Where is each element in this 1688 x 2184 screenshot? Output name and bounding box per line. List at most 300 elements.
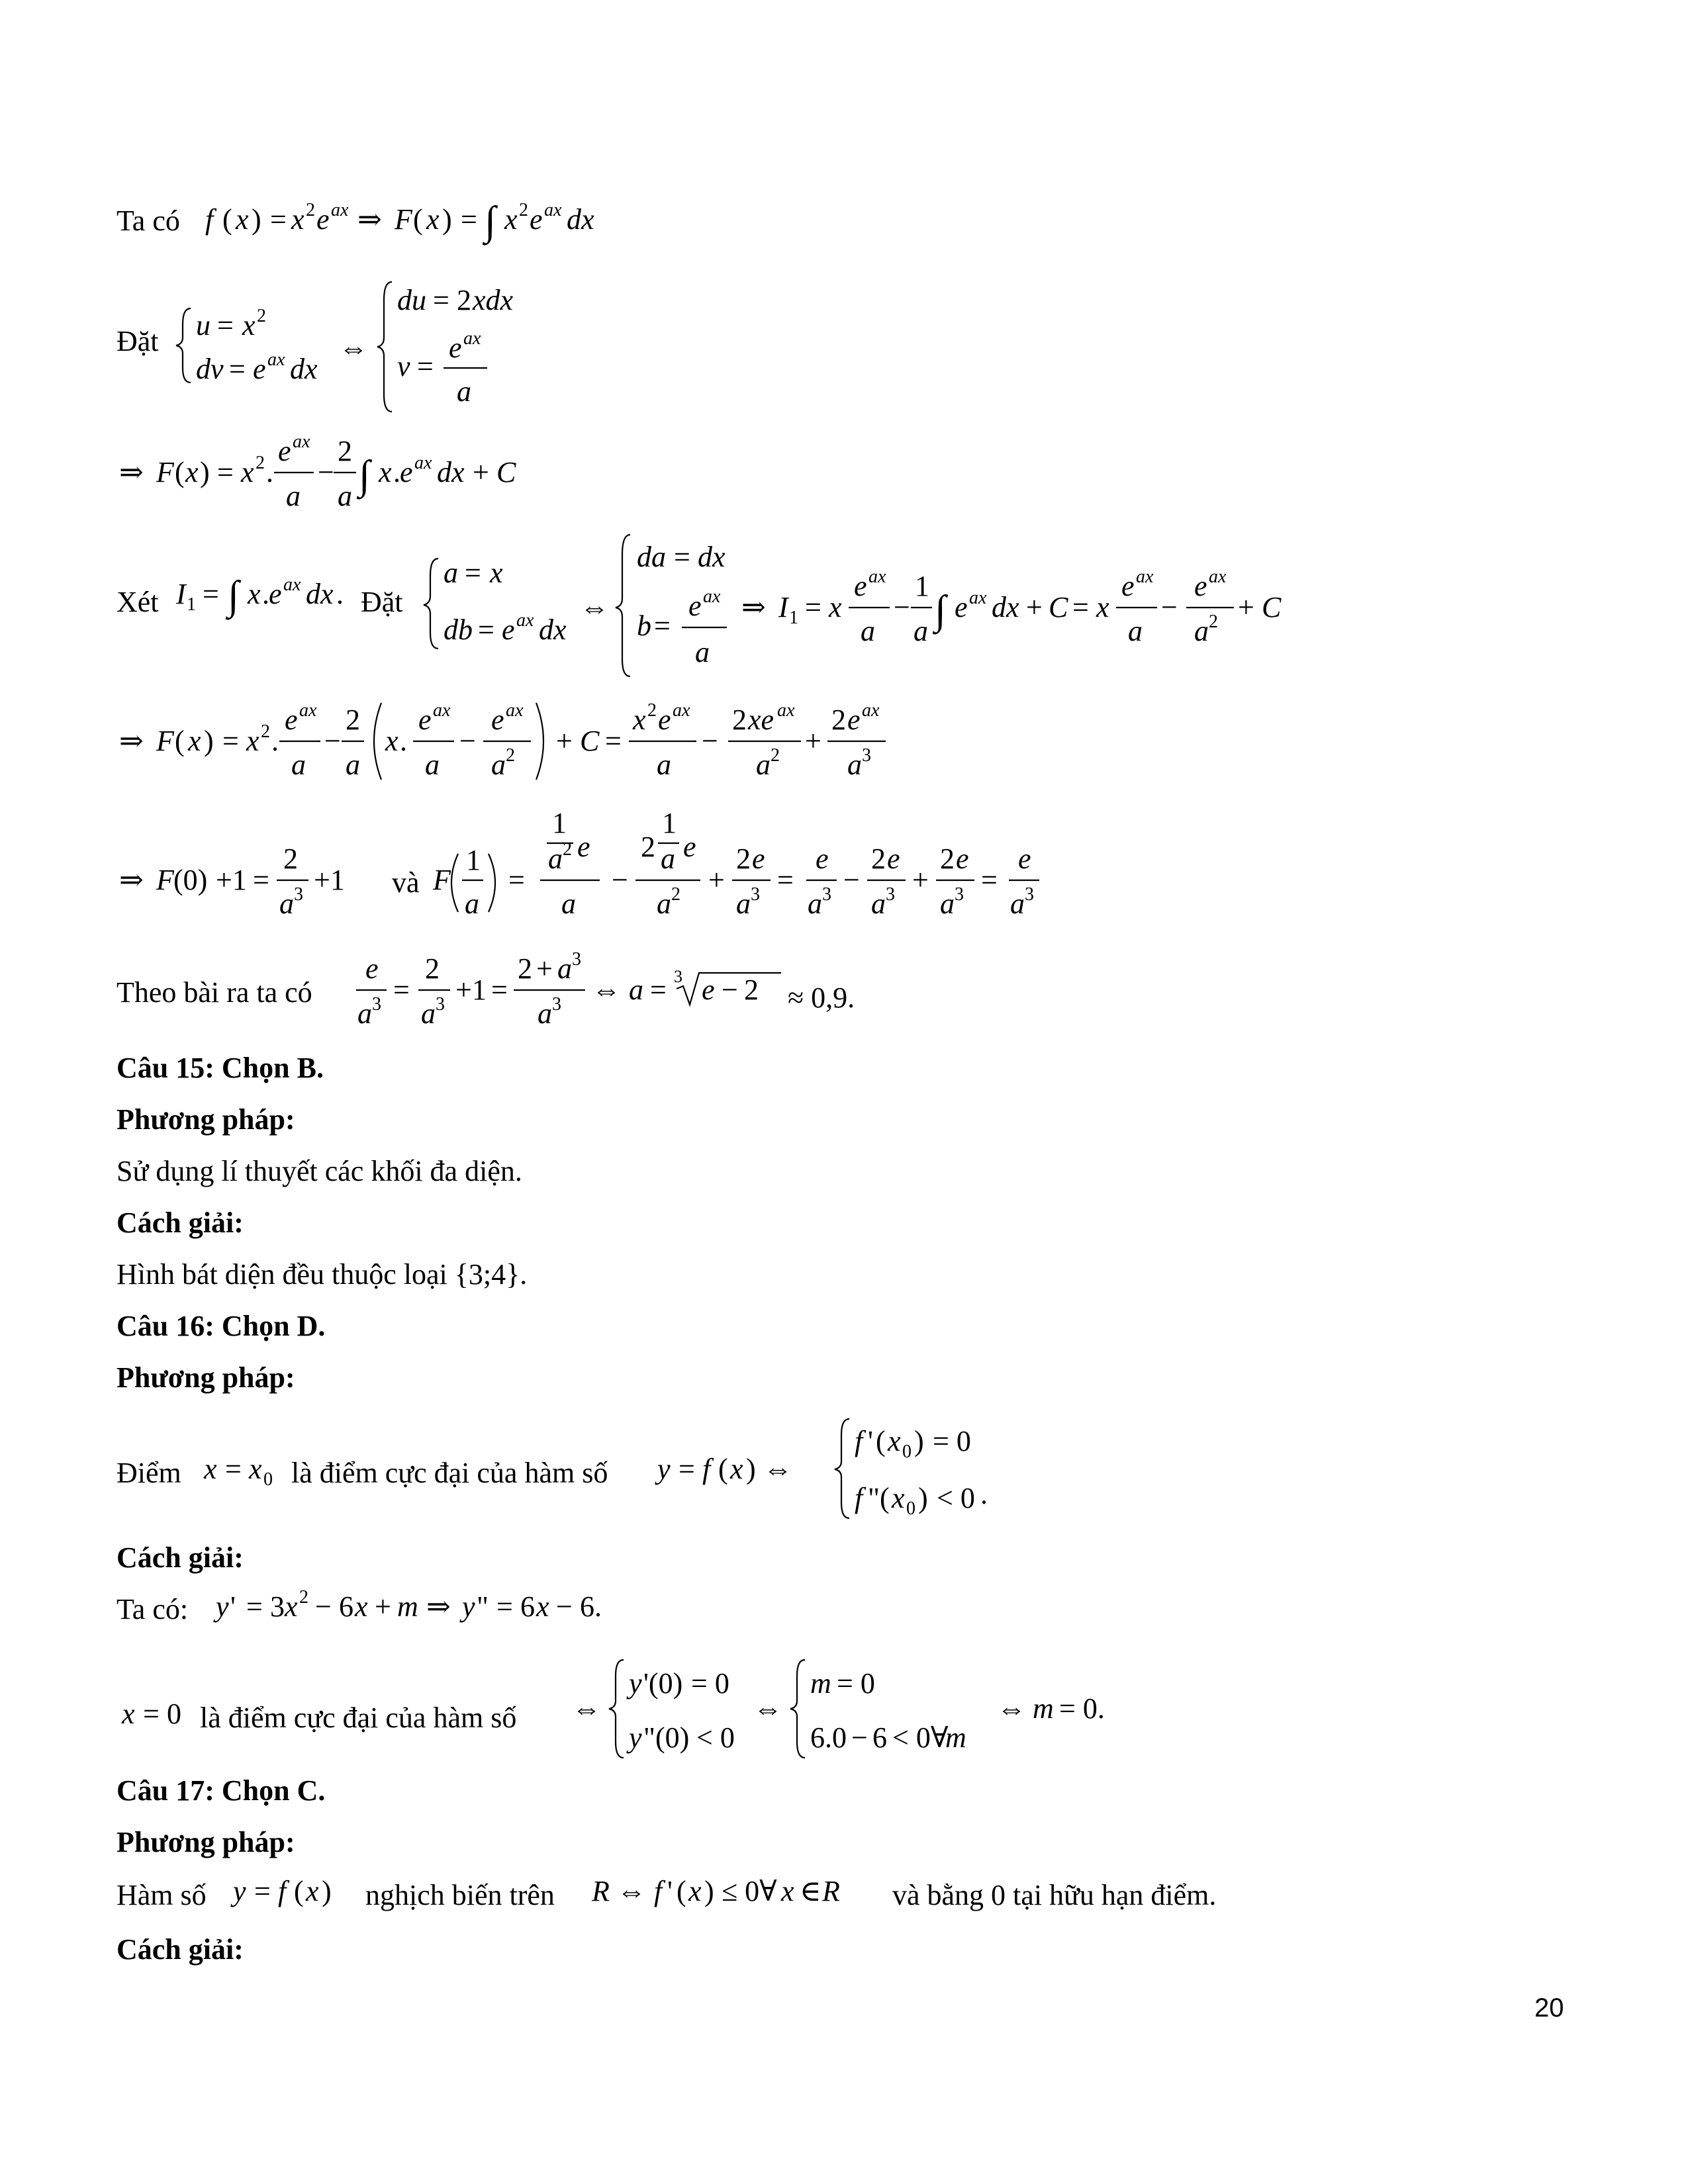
svg-text:=: = — [393, 974, 410, 1006]
svg-text:C: C — [496, 456, 516, 488]
svg-text:2: 2 — [519, 200, 528, 220]
svg-text:≤ 0∀: ≤ 0∀ — [722, 1875, 777, 1907]
svg-text:⇔: ⇔ — [339, 332, 368, 364]
svg-text:e: e — [658, 704, 671, 736]
svg-text:=: = — [605, 725, 622, 757]
svg-text:ax: ax — [1209, 567, 1227, 587]
section-label — [117, 1205, 244, 1242]
svg-text:x: x — [249, 1453, 262, 1485]
svg-text:−: − — [315, 1590, 332, 1623]
svg-text:a: a — [914, 615, 928, 647]
svg-text:−: − — [722, 974, 738, 1006]
svg-text:x: x — [504, 203, 518, 236]
svg-text:ax: ax — [1136, 567, 1154, 587]
q16-solution-label: Cách giải: — [117, 1541, 244, 1574]
svg-text:=: = — [679, 1453, 695, 1485]
svg-text:3: 3 — [270, 1590, 285, 1623]
svg-text:a: a — [1194, 615, 1209, 647]
svg-text:⇔: ⇔ — [997, 1692, 1026, 1725]
svg-text:e: e — [1194, 570, 1207, 602]
svg-text:e: e — [1018, 842, 1031, 875]
svg-text:3: 3 — [822, 884, 831, 905]
svg-text:y: y — [462, 1590, 475, 1623]
text-dat: Đặt — [117, 325, 159, 357]
svg-text:x: x — [730, 1453, 743, 1485]
svg-text:x: x — [355, 1590, 368, 1623]
section-label — [117, 1539, 244, 1576]
svg-text:∫: ∫ — [359, 453, 370, 498]
svg-text:C: C — [1049, 591, 1068, 623]
q16-method-label: Phương pháp: — [117, 1361, 295, 1394]
text-ta-co: Ta có — [117, 205, 180, 237]
svg-text:3: 3 — [955, 884, 964, 905]
svg-text:2: 2 — [771, 745, 780, 766]
page-number: 20 — [1534, 1993, 1564, 2023]
svg-text:.: . — [393, 456, 400, 488]
text-va: và — [392, 866, 420, 899]
svg-text:2: 2 — [506, 745, 515, 766]
svg-text:2: 2 — [425, 952, 440, 985]
svg-text:a: a — [661, 842, 675, 875]
svg-text:(: ( — [876, 1425, 886, 1457]
svg-text:.: . — [271, 725, 279, 757]
formula-decreasing-condition — [588, 1864, 899, 1917]
svg-text:= 0: = 0 — [933, 1425, 971, 1457]
svg-text:(: ( — [677, 1875, 686, 1907]
svg-text:2: 2 — [1209, 612, 1218, 632]
svg-text:I: I — [778, 591, 788, 623]
svg-text:=: = — [496, 1590, 513, 1623]
text-line — [788, 979, 855, 1017]
svg-text:= 0: = 0 — [837, 1667, 875, 1700]
svg-text:−: − — [851, 1721, 868, 1754]
svg-text:b: b — [637, 610, 651, 642]
q17-method-a: Hàm số — [117, 1879, 207, 1911]
svg-text:(: ( — [222, 203, 232, 236]
svg-text:e: e — [688, 590, 702, 622]
svg-text:6.: 6. — [580, 1590, 602, 1623]
svg-text:a: a — [421, 997, 436, 1030]
svg-text:3: 3 — [372, 994, 381, 1015]
svg-text:F: F — [156, 456, 174, 488]
svg-text:a: a — [465, 887, 479, 920]
svg-text:⇒: ⇒ — [119, 725, 144, 757]
svg-text:+1: +1 — [314, 864, 345, 896]
svg-text:ax: ax — [283, 574, 301, 595]
svg-text:f: f — [278, 1875, 287, 1907]
svg-text:x: x — [633, 704, 646, 736]
svg-text:): ) — [704, 1875, 714, 1907]
svg-text:x: x — [888, 1425, 901, 1457]
svg-text:a: a — [808, 887, 822, 920]
svg-text:e: e — [418, 704, 432, 736]
q16-method-b: là điểm cực đại của hàm số — [291, 1457, 608, 1489]
svg-text:a: a — [847, 749, 862, 781]
svg-text:e: e — [577, 831, 590, 863]
text-line — [365, 1877, 555, 1914]
svg-text:x: x — [236, 203, 249, 236]
svg-text:⇔: ⇔ — [617, 1875, 646, 1907]
svg-text:2: 2 — [736, 842, 751, 875]
svg-text:x: x — [204, 1453, 217, 1485]
q16-line2: là điểm cực đại của hàm số — [200, 1702, 517, 1734]
svg-text:a: a — [338, 480, 352, 512]
svg-text:e: e — [502, 614, 515, 646]
question-title — [117, 1050, 324, 1087]
text-line — [117, 1591, 188, 1628]
svg-text:=: = — [417, 350, 434, 383]
svg-text:2: 2 — [831, 704, 846, 736]
svg-text:e: e — [847, 704, 861, 736]
svg-text:ax: ax — [862, 700, 880, 721]
svg-text:2: 2 — [283, 842, 298, 875]
svg-text:6.0: 6.0 — [810, 1721, 847, 1754]
svg-text:1: 1 — [662, 807, 677, 839]
q15-solution-label: Cách giải: — [117, 1206, 244, 1239]
svg-text:a: a — [548, 842, 563, 875]
svg-text:R: R — [592, 1875, 610, 1907]
svg-text:x: x — [241, 456, 254, 488]
svg-text:xe: xe — [748, 704, 774, 736]
svg-text:6: 6 — [339, 1590, 353, 1623]
svg-text:⇔: ⇔ — [763, 1453, 792, 1485]
q15-title: Câu 15: Chọn B. — [117, 1052, 324, 1084]
svg-text:3: 3 — [436, 994, 445, 1015]
svg-text:ax: ax — [463, 328, 481, 349]
svg-text:3: 3 — [552, 994, 561, 1015]
svg-text:f: f — [702, 1453, 711, 1485]
svg-text:−: − — [612, 864, 628, 896]
formula-i1-integral — [173, 567, 365, 619]
svg-text:): ) — [442, 203, 452, 236]
svg-text:=: = — [1072, 591, 1089, 623]
svg-text:ax: ax — [673, 700, 690, 721]
svg-text:⇔: ⇔ — [572, 1692, 601, 1725]
svg-text:.: . — [400, 725, 407, 757]
svg-text:": " — [868, 1482, 880, 1514]
svg-text:db: db — [444, 614, 473, 646]
svg-text:dx: dx — [992, 591, 1019, 623]
svg-text:m: m — [945, 1721, 966, 1754]
svg-text:=: = — [433, 284, 449, 316]
svg-text:0: 0 — [906, 1498, 915, 1519]
formula-x-equals-0 — [117, 1686, 203, 1739]
q15-method-label: Phương pháp: — [117, 1103, 295, 1136]
svg-text:x: x — [688, 1875, 702, 1907]
svg-text:+: + — [556, 725, 573, 757]
svg-text:e: e — [316, 203, 330, 236]
svg-text:ax: ax — [293, 432, 310, 452]
q17-method-b: nghịch biến trên — [365, 1879, 555, 1911]
svg-text:e: e — [491, 704, 504, 736]
svg-text:ax: ax — [433, 700, 451, 721]
svg-text:⇔: ⇔ — [753, 1692, 782, 1725]
svg-text:dx: dx — [698, 541, 726, 573]
svg-text:': ' — [230, 1590, 236, 1623]
svg-text:): ) — [200, 456, 210, 488]
svg-text:(: ( — [718, 1453, 728, 1485]
svg-text:a: a — [538, 997, 552, 1030]
svg-text:e: e — [253, 353, 266, 385]
svg-text:(: ( — [294, 1875, 304, 1907]
svg-text:e: e — [955, 591, 968, 623]
text-line — [117, 1153, 522, 1190]
svg-text:x: x — [490, 557, 503, 589]
svg-text:'(0): '(0) — [643, 1667, 683, 1700]
svg-text:⇒: ⇒ — [119, 864, 144, 896]
svg-text:a: a — [657, 887, 671, 920]
svg-text:=: = — [143, 1698, 160, 1730]
svg-text:xdx: xdx — [473, 284, 514, 316]
svg-text:+: + — [708, 864, 725, 896]
svg-text:+: + — [912, 864, 929, 896]
svg-text:a: a — [695, 636, 710, 668]
svg-text:2: 2 — [457, 284, 471, 316]
text-xet: Xét — [117, 586, 159, 618]
text-approx-result: ≈ 0,9. — [788, 981, 855, 1014]
svg-text:e: e — [285, 704, 298, 736]
svg-text:(0): (0) — [173, 864, 208, 896]
svg-text:0: 0 — [263, 1469, 273, 1490]
svg-text:1: 1 — [789, 608, 798, 628]
svg-text:−: − — [324, 725, 341, 757]
svg-text:ax: ax — [299, 700, 317, 721]
svg-text:+: + — [805, 725, 821, 757]
svg-text:2: 2 — [744, 974, 759, 1006]
svg-text:(: ( — [880, 1482, 890, 1514]
q16-method-a: Điểm — [117, 1457, 181, 1489]
svg-text:2: 2 — [641, 831, 655, 863]
formula-f-one-over-a — [430, 801, 1125, 933]
svg-text:2: 2 — [671, 884, 680, 905]
svg-text:e: e — [956, 842, 969, 875]
section-label — [117, 1359, 295, 1396]
svg-text:.: . — [262, 578, 269, 610]
svg-text:=: = — [674, 541, 690, 573]
svg-text:x: x — [246, 725, 259, 757]
svg-text:a: a — [279, 887, 294, 920]
question-title — [117, 1772, 325, 1809]
svg-text:.: . — [266, 456, 273, 488]
formula-f-result — [117, 688, 944, 794]
svg-text:1: 1 — [187, 594, 196, 615]
svg-text:e: e — [400, 456, 413, 488]
section-label — [117, 1824, 295, 1861]
svg-text:=: = — [253, 864, 269, 896]
svg-text:3: 3 — [572, 949, 581, 970]
svg-text:=: = — [508, 864, 525, 896]
svg-text:): ) — [918, 1482, 928, 1514]
svg-text:2: 2 — [563, 839, 572, 860]
svg-text:x: x — [781, 1875, 794, 1907]
svg-text:=: = — [229, 353, 246, 385]
svg-text:2: 2 — [299, 1587, 308, 1608]
svg-text:=: = — [217, 456, 234, 488]
text-line — [117, 974, 312, 1011]
svg-text:x: x — [536, 1590, 549, 1623]
svg-text:+1: +1 — [455, 974, 487, 1006]
svg-text:1: 1 — [915, 570, 929, 602]
svg-text:3: 3 — [1025, 884, 1034, 905]
svg-text:∫: ∫ — [228, 573, 239, 618]
svg-text:2: 2 — [306, 200, 315, 220]
svg-text:= 0: = 0 — [691, 1667, 729, 1700]
svg-text:(: ( — [175, 725, 185, 757]
svg-text:": " — [477, 1590, 489, 1623]
text-line — [117, 1877, 207, 1914]
svg-text:2: 2 — [256, 453, 265, 473]
svg-text:+: + — [473, 456, 489, 488]
svg-text:a: a — [657, 749, 671, 781]
svg-text:e: e — [449, 332, 462, 364]
svg-text:=: = — [254, 1875, 271, 1907]
svg-text:=: = — [478, 614, 494, 646]
svg-text:∫: ∫ — [485, 199, 496, 244]
svg-text:⇒: ⇒ — [426, 1590, 451, 1623]
q15-method: Sử dụng lí thuyết các khối đa diện. — [117, 1155, 522, 1187]
svg-text:+: + — [1238, 591, 1254, 623]
text-line — [117, 203, 180, 240]
svg-text:⇔: ⇔ — [580, 591, 609, 623]
svg-text:u: u — [196, 309, 211, 341]
section-label — [117, 1931, 244, 1968]
svg-text:y: y — [629, 1721, 642, 1754]
svg-text:3: 3 — [886, 884, 895, 905]
text-line — [117, 323, 159, 360]
svg-text:.: . — [980, 1478, 988, 1510]
text-line — [892, 1877, 1216, 1914]
svg-text:2: 2 — [261, 721, 270, 742]
svg-text:e: e — [269, 578, 282, 610]
text-line — [117, 1455, 181, 1492]
svg-text:=: = — [225, 1453, 242, 1485]
svg-text:∫: ∫ — [935, 588, 946, 633]
svg-text:dx: dx — [539, 614, 567, 646]
svg-text:−: − — [894, 591, 910, 623]
svg-text:= 0.: = 0. — [1059, 1692, 1105, 1725]
svg-text:+1: +1 — [216, 864, 247, 896]
svg-text:2: 2 — [732, 704, 747, 736]
svg-text:e: e — [752, 842, 765, 875]
text-line — [291, 1455, 608, 1492]
svg-text:a: a — [756, 749, 771, 781]
svg-text:F: F — [156, 725, 174, 757]
svg-text:=: = — [654, 610, 671, 642]
svg-text:.: . — [336, 578, 344, 610]
svg-text:a: a — [557, 952, 572, 985]
svg-text:2: 2 — [647, 700, 657, 721]
svg-text:=: = — [465, 557, 481, 589]
svg-text:0: 0 — [902, 1441, 912, 1462]
svg-text:m: m — [1033, 1692, 1054, 1725]
text-line — [361, 584, 403, 621]
svg-text:a: a — [291, 749, 306, 781]
svg-text:f: f — [855, 1425, 863, 1457]
q17-title: Câu 17: Chọn C. — [117, 1774, 326, 1807]
svg-text:du: du — [397, 284, 426, 316]
svg-text:y: y — [233, 1875, 246, 1907]
svg-text:−: − — [1161, 591, 1178, 623]
svg-text:v: v — [397, 350, 410, 383]
svg-text:⇔: ⇔ — [592, 974, 621, 1006]
svg-text:ax: ax — [868, 567, 886, 587]
formula-derivatives — [211, 1579, 674, 1632]
svg-text:F: F — [156, 864, 174, 896]
svg-text:x: x — [291, 203, 305, 236]
svg-text:': ' — [868, 1425, 873, 1457]
svg-text:⇒: ⇒ — [119, 456, 144, 488]
svg-text:a: a — [561, 887, 576, 920]
svg-text:e: e — [683, 831, 696, 863]
svg-text:−: − — [318, 456, 334, 488]
svg-text:y: y — [657, 1453, 671, 1485]
svg-text:< 0: < 0 — [937, 1482, 975, 1514]
svg-text:2: 2 — [257, 306, 266, 326]
svg-text:1: 1 — [552, 807, 567, 839]
svg-text:F: F — [433, 864, 451, 896]
svg-text:x: x — [188, 725, 201, 757]
q17-method-label: Phương pháp: — [117, 1826, 295, 1858]
svg-text:< 0: < 0 — [696, 1721, 735, 1754]
svg-text:2: 2 — [518, 952, 532, 985]
svg-text:−: − — [702, 725, 718, 757]
text-dat-2: Đặt — [361, 586, 403, 618]
svg-text:x: x — [242, 309, 256, 341]
text-theo-bai: Theo bài ra ta có — [117, 976, 312, 1009]
svg-text:dx: dx — [437, 456, 465, 488]
svg-text:a: a — [940, 887, 955, 920]
svg-text:y: y — [216, 1590, 229, 1623]
formula-f-definition — [199, 192, 675, 251]
svg-text:a: a — [286, 480, 301, 512]
svg-text:x: x — [1096, 591, 1109, 623]
svg-text:a: a — [1010, 887, 1025, 920]
svg-text:a: a — [629, 974, 643, 1006]
svg-text:a: a — [357, 997, 372, 1030]
formula-substitution-2 — [421, 529, 1335, 682]
svg-text:y: y — [629, 1667, 642, 1700]
svg-text:6: 6 — [872, 1721, 887, 1754]
svg-text:C: C — [580, 725, 600, 757]
svg-text:⇒: ⇒ — [357, 203, 382, 236]
svg-text:f: f — [205, 203, 214, 236]
svg-text:−: − — [556, 1590, 573, 1623]
svg-text:a: a — [736, 887, 751, 920]
q17-solution-label: Cách giải: — [117, 1933, 244, 1966]
svg-text:ax: ax — [506, 700, 524, 721]
text-line — [200, 1700, 516, 1737]
svg-text:e: e — [816, 842, 829, 875]
svg-text:': ' — [667, 1875, 673, 1907]
svg-text:3: 3 — [294, 884, 303, 905]
svg-text:a: a — [425, 749, 440, 781]
svg-text:(: ( — [413, 203, 423, 236]
svg-text:x: x — [892, 1482, 905, 1514]
svg-text:=: = — [461, 203, 477, 236]
svg-text:ax: ax — [703, 586, 721, 607]
text-line — [392, 864, 420, 901]
svg-text:=: = — [491, 974, 508, 1006]
svg-text:x: x — [385, 725, 399, 757]
q16-ta-co: Ta có: — [117, 1593, 189, 1625]
svg-text:): ) — [914, 1425, 924, 1457]
svg-text:dx: dx — [567, 203, 594, 236]
svg-text:< 0∀: < 0∀ — [892, 1721, 949, 1754]
svg-text:x: x — [426, 203, 440, 236]
q16-title: Câu 16: Chọn D. — [117, 1310, 326, 1342]
svg-text:+: + — [375, 1590, 391, 1623]
svg-text:ax: ax — [331, 200, 349, 220]
